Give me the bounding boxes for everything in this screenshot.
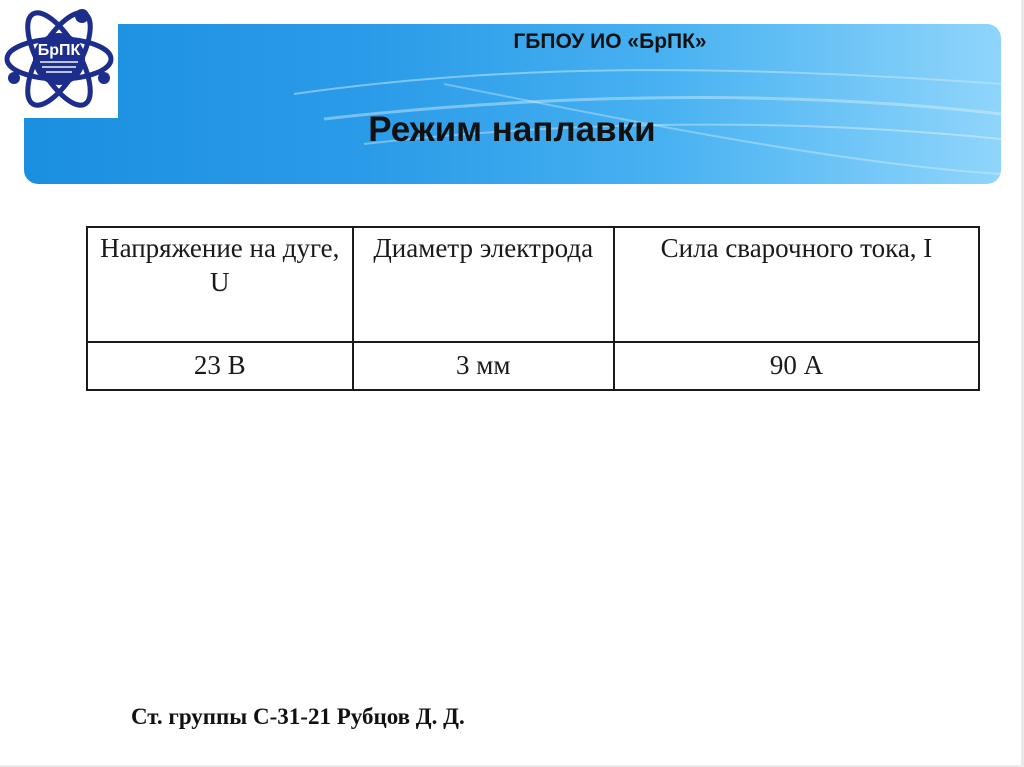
cell-voltage: 23 В (87, 342, 353, 390)
header-cell-current: Сила сварочного тока, I (614, 227, 979, 342)
organization-name: ГБПОУ ИО «БрПК» (513, 30, 707, 53)
cell-current: 90 А (614, 342, 979, 390)
author-caption: Ст. группы С-31-21 Рубцов Д. Д. (131, 704, 465, 729)
header-cell-diameter: Диаметр электрода (353, 227, 614, 342)
table-row (87, 342, 979, 390)
page-title: Режим наплавки (368, 110, 656, 149)
logo-abbreviation: БрПК (37, 42, 81, 59)
college-logo (0, 0, 118, 118)
welding-mode-table (86, 226, 980, 391)
atom-logo-icon (0, 0, 118, 118)
cell-diameter: 3 мм (353, 342, 614, 390)
header-cell-voltage: Напряжение на дуге, U (87, 227, 353, 342)
table-header-row (87, 227, 979, 342)
